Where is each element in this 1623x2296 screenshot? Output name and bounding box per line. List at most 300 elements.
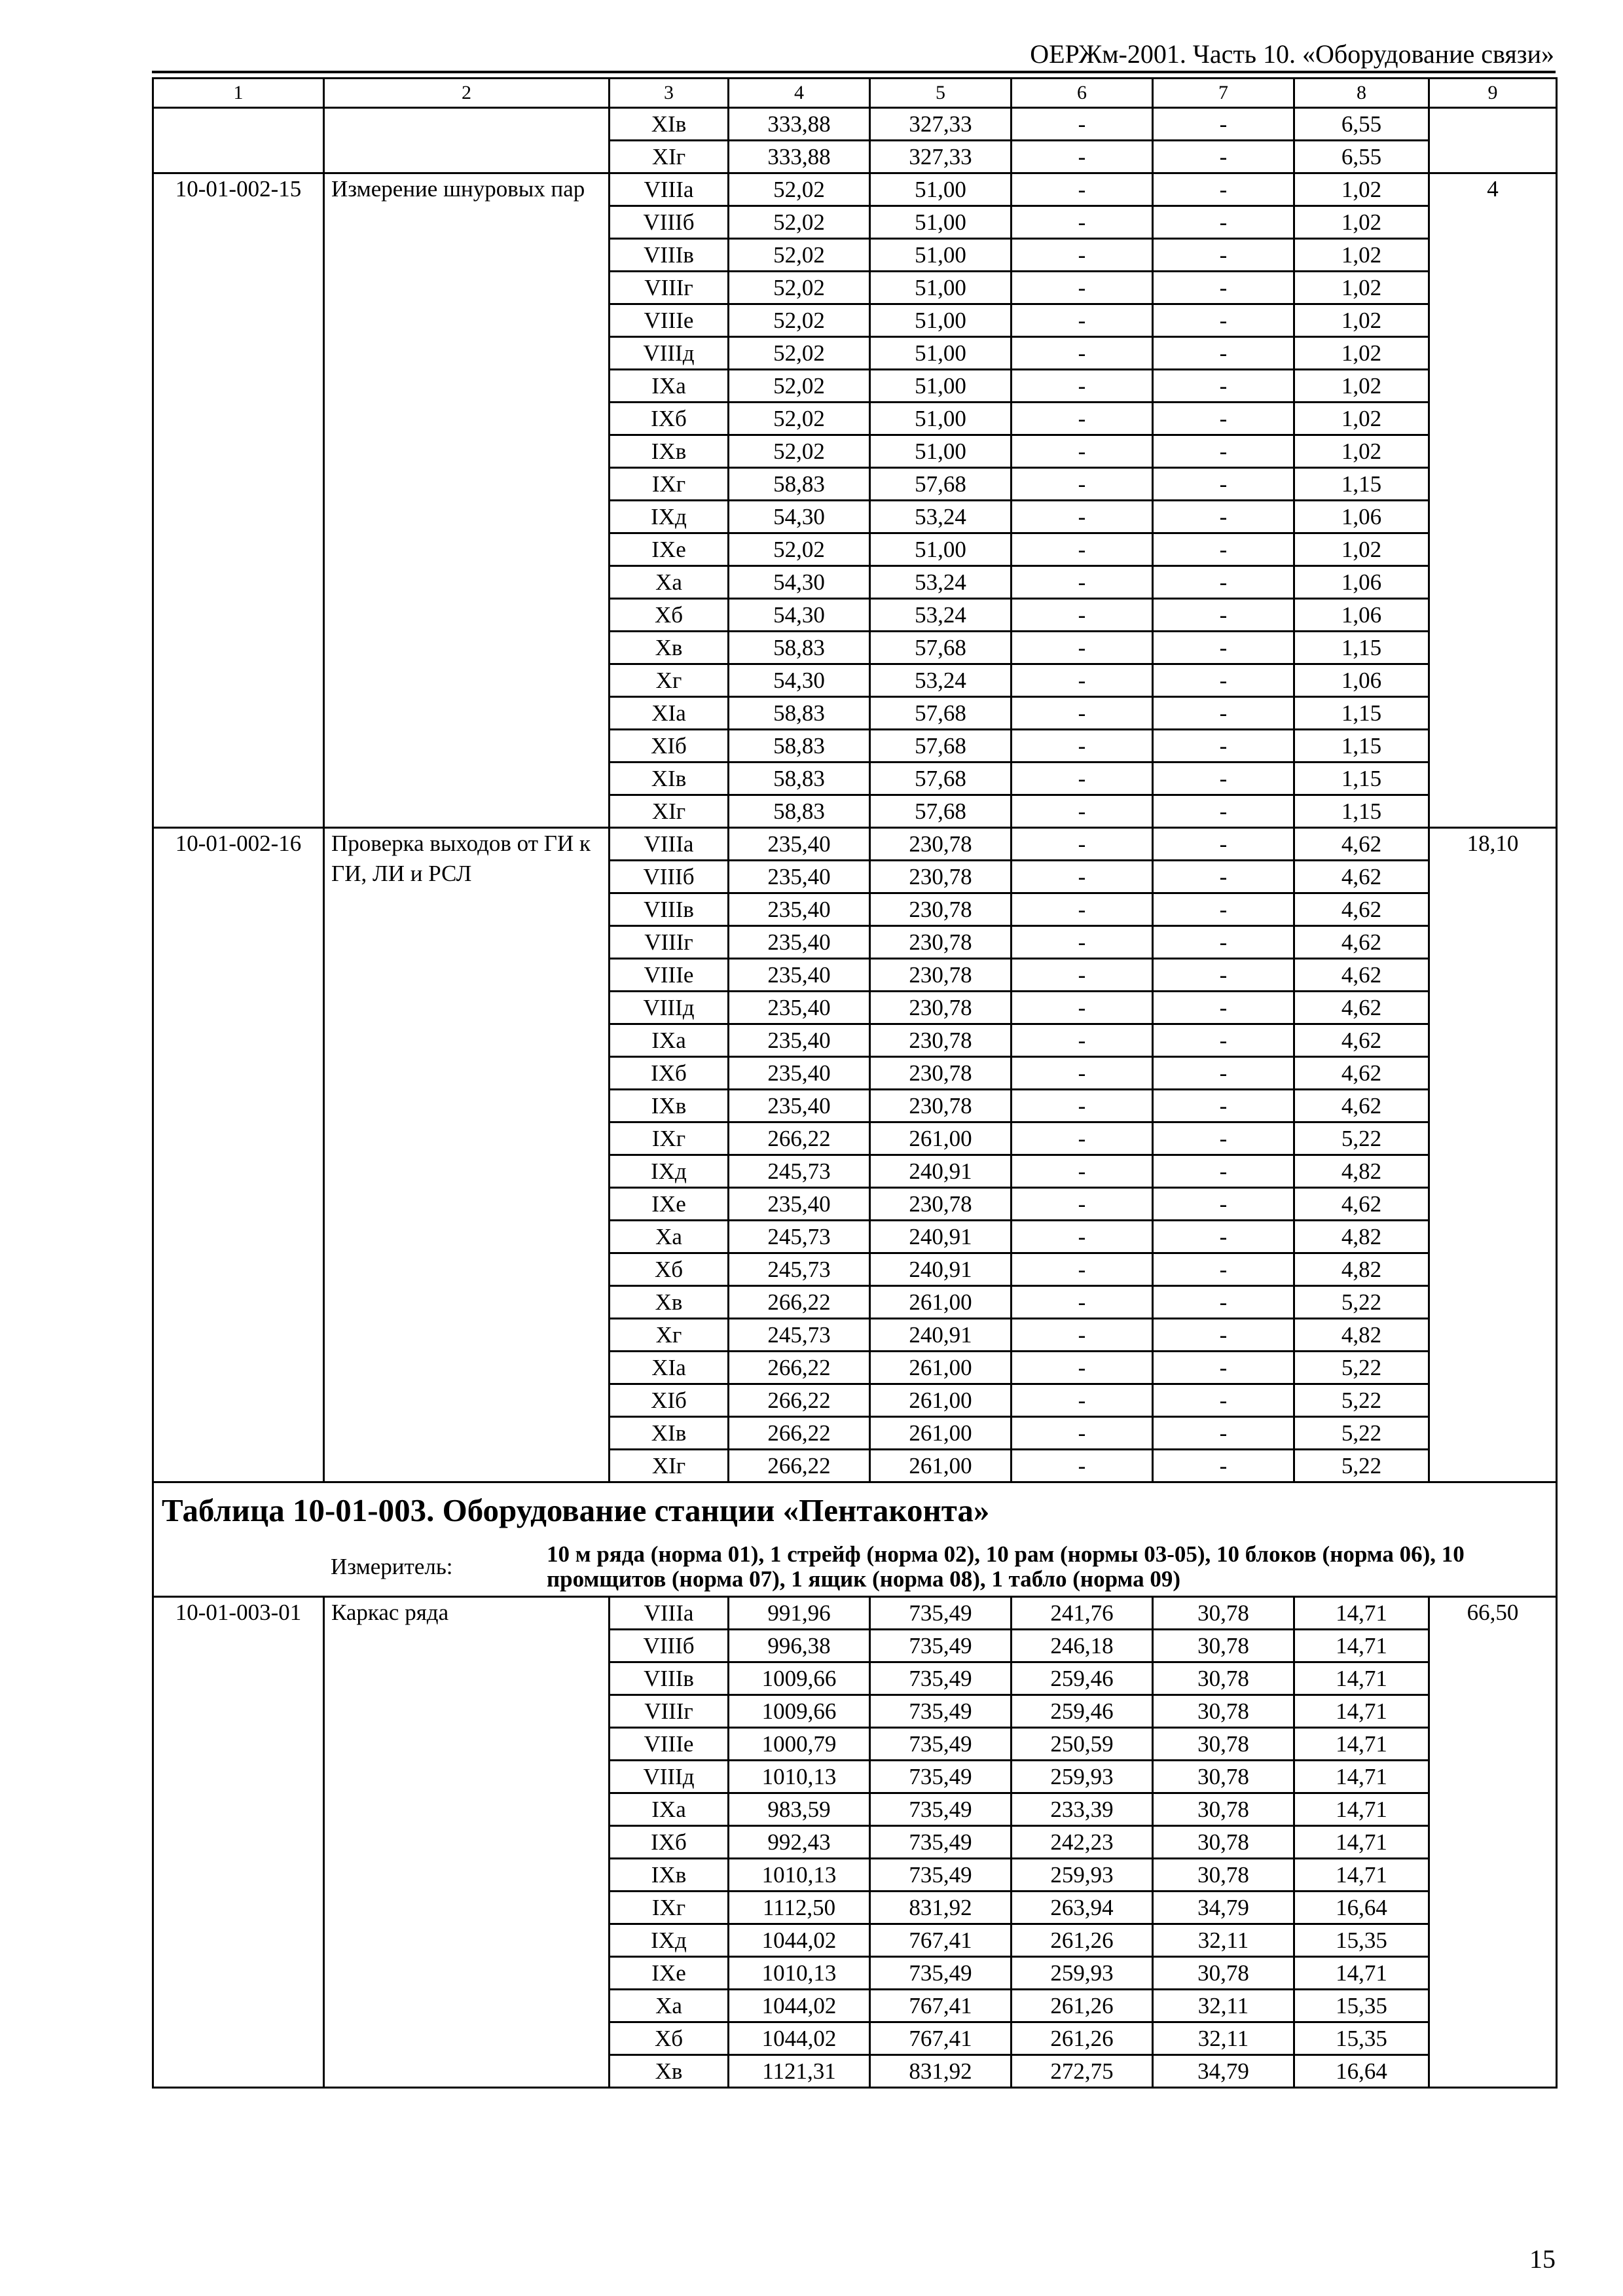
value-cell: - [1012, 566, 1153, 599]
labor-cost-cell: 66,50 [1429, 1597, 1557, 2088]
value-cell: - [1153, 697, 1294, 730]
value-cell: 259,46 [1012, 1695, 1153, 1728]
value-cell: 54,30 [729, 664, 870, 697]
zone-cell: IXг [610, 1892, 729, 1924]
value-cell: - [1153, 959, 1294, 992]
value-cell: 1,02 [1294, 239, 1429, 272]
value-cell: 30,78 [1153, 1826, 1294, 1859]
value-cell: 245,73 [729, 1221, 870, 1253]
value-cell: - [1153, 141, 1294, 173]
value-cell: 5,22 [1294, 1384, 1429, 1417]
value-cell: 58,83 [729, 468, 870, 501]
value-cell: - [1012, 697, 1153, 730]
value-cell: - [1153, 206, 1294, 239]
value-cell: 230,78 [870, 1057, 1012, 1090]
zone-cell: VIIIв [610, 1662, 729, 1695]
col-number-cell: 9 [1429, 79, 1557, 108]
value-cell: 1,15 [1294, 762, 1429, 795]
value-cell: 230,78 [870, 1024, 1012, 1057]
value-cell: - [1012, 861, 1153, 893]
value-cell: 230,78 [870, 1188, 1012, 1221]
table-row [153, 173, 1557, 206]
value-cell: 34,79 [1153, 1892, 1294, 1924]
zone-cell: IXд [610, 1924, 729, 1957]
zone-cell: IXв [610, 1859, 729, 1892]
value-cell: 831,92 [870, 1892, 1012, 1924]
value-cell: 53,24 [870, 566, 1012, 599]
value-cell: 240,91 [870, 1253, 1012, 1286]
value-cell: 57,68 [870, 762, 1012, 795]
value-cell: - [1153, 272, 1294, 304]
col-number-cell: 5 [870, 79, 1012, 108]
value-cell: - [1012, 337, 1153, 370]
value-cell: 52,02 [729, 239, 870, 272]
value-cell: 235,40 [729, 1024, 870, 1057]
value-cell: 57,68 [870, 730, 1012, 762]
value-cell: 1044,02 [729, 1924, 870, 1957]
value-cell: 767,41 [870, 1924, 1012, 1957]
value-cell: 1010,13 [729, 1859, 870, 1892]
value-cell: 230,78 [870, 1090, 1012, 1122]
value-cell: 240,91 [870, 1319, 1012, 1352]
value-cell: 5,22 [1294, 1450, 1429, 1482]
unit-label: Измеритель: [331, 1554, 453, 1579]
unit-cell [153, 1538, 1557, 1597]
value-cell: 51,00 [870, 239, 1012, 272]
value-cell: 261,00 [870, 1384, 1012, 1417]
value-cell: 4,62 [1294, 992, 1429, 1024]
value-cell: 327,33 [870, 108, 1012, 141]
value-cell: 6,55 [1294, 108, 1429, 141]
col-number-cell: 8 [1294, 79, 1429, 108]
value-cell: - [1153, 1319, 1294, 1352]
zone-cell: Xб [610, 599, 729, 632]
value-cell: 30,78 [1153, 1597, 1294, 1630]
value-cell: 1,02 [1294, 337, 1429, 370]
value-cell: 58,83 [729, 697, 870, 730]
labor-cost-cell: 4 [1429, 173, 1557, 828]
value-cell: 767,41 [870, 2022, 1012, 2055]
value-cell: - [1012, 992, 1153, 1024]
value-cell: 57,68 [870, 697, 1012, 730]
zone-cell: Xа [610, 1221, 729, 1253]
value-cell: 233,39 [1012, 1793, 1153, 1826]
zone-cell: VIIIе [610, 959, 729, 992]
value-cell: 16,64 [1294, 1892, 1429, 1924]
value-cell: 735,49 [870, 1793, 1012, 1826]
value-cell: 30,78 [1153, 1793, 1294, 1826]
zone-cell: VIIIа [610, 1597, 729, 1630]
rate-name: Измерение шнуровых пар [324, 173, 610, 828]
value-cell: 246,18 [1012, 1630, 1153, 1662]
table-section-heading [153, 1482, 1557, 1597]
value-cell: 51,00 [870, 403, 1012, 435]
value-cell: - [1012, 1384, 1153, 1417]
zone-cell: XIв [610, 1417, 729, 1450]
value-cell: 14,71 [1294, 1761, 1429, 1793]
value-cell: - [1012, 632, 1153, 664]
value-cell: 52,02 [729, 370, 870, 403]
value-cell: 4,62 [1294, 1024, 1429, 1057]
value-cell: 735,49 [870, 1728, 1012, 1761]
zone-cell: IXд [610, 1155, 729, 1188]
value-cell: - [1153, 1188, 1294, 1221]
value-cell: 1,15 [1294, 468, 1429, 501]
value-cell: - [1153, 370, 1294, 403]
value-cell: 58,83 [729, 730, 870, 762]
value-cell: - [1012, 1188, 1153, 1221]
value-cell: 259,46 [1012, 1662, 1153, 1695]
zone-cell: XIв [610, 108, 729, 141]
value-cell: 235,40 [729, 893, 870, 926]
value-cell: 16,64 [1294, 2055, 1429, 2088]
value-cell: - [1153, 762, 1294, 795]
value-cell: 1000,79 [729, 1728, 870, 1761]
running-header: ОЕРЖм-2001. Часть 10. «Оборудование связи» [1030, 39, 1554, 69]
value-cell: 1,02 [1294, 435, 1429, 468]
value-cell: 51,00 [870, 370, 1012, 403]
zone-cell: IXг [610, 1122, 729, 1155]
column-number-row [153, 79, 1557, 108]
value-cell: 1,15 [1294, 730, 1429, 762]
table-title-row [153, 1482, 1557, 1539]
value-cell: 261,00 [870, 1352, 1012, 1384]
value-cell: 735,49 [870, 1597, 1012, 1630]
rate-code: 10-01-003-01 [153, 1597, 324, 2088]
value-cell: 992,43 [729, 1826, 870, 1859]
zone-cell: VIIIе [610, 304, 729, 337]
value-cell: 30,78 [1153, 1761, 1294, 1793]
value-cell: 261,00 [870, 1286, 1012, 1319]
value-cell: 735,49 [870, 1630, 1012, 1662]
value-cell: 735,49 [870, 1662, 1012, 1695]
value-cell: 34,79 [1153, 2055, 1294, 2088]
zone-cell: XIв [610, 762, 729, 795]
col-number-cell: 4 [729, 79, 870, 108]
value-cell: - [1153, 1417, 1294, 1450]
value-cell: - [1012, 1253, 1153, 1286]
value-cell: 5,22 [1294, 1122, 1429, 1155]
zone-cell: VIIIб [610, 861, 729, 893]
table-title: Таблица 10-01-003. Оборудование станции «Пентаконта» [153, 1482, 1557, 1539]
value-cell: 14,71 [1294, 1662, 1429, 1695]
value-cell: 261,00 [870, 1417, 1012, 1450]
zone-cell: VIIIб [610, 1630, 729, 1662]
value-cell: 983,59 [729, 1793, 870, 1826]
value-cell: 4,62 [1294, 926, 1429, 959]
value-cell: 51,00 [870, 435, 1012, 468]
value-cell: - [1012, 403, 1153, 435]
value-cell: - [1012, 795, 1153, 828]
value-cell: 266,22 [729, 1352, 870, 1384]
value-cell: - [1153, 828, 1294, 861]
zone-cell: XIа [610, 697, 729, 730]
value-cell: 735,49 [870, 1695, 1012, 1728]
table-row [153, 828, 1557, 861]
col-number-cell: 2 [324, 79, 610, 108]
value-cell: 1,06 [1294, 664, 1429, 697]
unit-row [153, 1538, 1557, 1597]
value-cell: - [1012, 730, 1153, 762]
value-cell: 991,96 [729, 1597, 870, 1630]
value-cell: 4,62 [1294, 1090, 1429, 1122]
value-cell: - [1012, 501, 1153, 533]
value-cell: - [1153, 992, 1294, 1024]
value-cell: - [1153, 468, 1294, 501]
value-cell: - [1012, 108, 1153, 141]
value-cell: - [1012, 206, 1153, 239]
col-number-cell: 6 [1012, 79, 1153, 108]
value-cell: 1,02 [1294, 173, 1429, 206]
value-cell: - [1012, 828, 1153, 861]
value-cell: 230,78 [870, 893, 1012, 926]
value-cell: 30,78 [1153, 1859, 1294, 1892]
value-cell: 15,35 [1294, 1924, 1429, 1957]
zone-cell: IXд [610, 501, 729, 533]
value-cell: 1044,02 [729, 2022, 870, 2055]
value-cell: 235,40 [729, 959, 870, 992]
value-cell: 1,02 [1294, 533, 1429, 566]
value-cell: - [1012, 1155, 1153, 1188]
value-cell: - [1153, 1221, 1294, 1253]
value-cell: 327,33 [870, 141, 1012, 173]
value-cell: 14,71 [1294, 1728, 1429, 1761]
zone-cell: Xг [610, 664, 729, 697]
value-cell: 240,91 [870, 1155, 1012, 1188]
zone-cell: VIIIд [610, 337, 729, 370]
value-cell: 261,26 [1012, 1990, 1153, 2022]
value-cell: - [1012, 762, 1153, 795]
rate-code: 10-01-002-15 [153, 173, 324, 828]
value-cell: 230,78 [870, 926, 1012, 959]
value-cell: - [1153, 893, 1294, 926]
zone-cell: VIIIе [610, 1728, 729, 1761]
value-cell: - [1153, 1286, 1294, 1319]
value-cell: - [1153, 664, 1294, 697]
value-cell: - [1012, 533, 1153, 566]
value-cell: 6,55 [1294, 141, 1429, 173]
value-cell: 235,40 [729, 828, 870, 861]
zone-cell: XIб [610, 730, 729, 762]
zone-cell: XIг [610, 795, 729, 828]
zone-cell: VIIIг [610, 926, 729, 959]
value-cell: - [1153, 926, 1294, 959]
value-cell: 235,40 [729, 1090, 870, 1122]
value-cell: 261,26 [1012, 2022, 1153, 2055]
value-cell: - [1153, 108, 1294, 141]
zone-cell: Xв [610, 632, 729, 664]
col-number-cell: 3 [610, 79, 729, 108]
value-cell: 51,00 [870, 304, 1012, 337]
value-cell: - [1012, 1319, 1153, 1352]
value-cell: 1,02 [1294, 272, 1429, 304]
value-cell: 266,22 [729, 1450, 870, 1482]
value-cell: 1,02 [1294, 403, 1429, 435]
value-cell: - [1153, 1384, 1294, 1417]
value-cell: 51,00 [870, 173, 1012, 206]
value-cell: 259,93 [1012, 1859, 1153, 1892]
value-cell: 4,62 [1294, 959, 1429, 992]
value-cell: 245,73 [729, 1319, 870, 1352]
col-number-cell: 1 [153, 79, 324, 108]
value-cell: - [1012, 272, 1153, 304]
value-cell: 30,78 [1153, 1630, 1294, 1662]
value-cell: - [1012, 468, 1153, 501]
value-cell: 14,71 [1294, 1793, 1429, 1826]
value-cell: 735,49 [870, 1826, 1012, 1859]
value-cell: 1121,31 [729, 2055, 870, 2088]
value-cell: 266,22 [729, 1417, 870, 1450]
zone-cell: VIIIа [610, 828, 729, 861]
value-cell: 1112,50 [729, 1892, 870, 1924]
value-cell: 266,22 [729, 1384, 870, 1417]
value-cell: 266,22 [729, 1122, 870, 1155]
value-cell: 15,35 [1294, 2022, 1429, 2055]
value-cell: 14,71 [1294, 1859, 1429, 1892]
value-cell: 241,76 [1012, 1597, 1153, 1630]
zone-cell: IXг [610, 468, 729, 501]
rate-name: Проверка выходов от ГИ к ГИ, ЛИ и РСЛ [324, 828, 610, 1482]
value-cell: 4,62 [1294, 861, 1429, 893]
value-cell: 54,30 [729, 599, 870, 632]
value-cell: 250,59 [1012, 1728, 1153, 1761]
zone-cell: IXа [610, 1024, 729, 1057]
value-cell: 32,11 [1153, 2022, 1294, 2055]
value-cell: 735,49 [870, 1761, 1012, 1793]
value-cell: 58,83 [729, 795, 870, 828]
value-cell: 53,24 [870, 501, 1012, 533]
value-cell: 52,02 [729, 272, 870, 304]
value-cell: 57,68 [870, 795, 1012, 828]
value-cell: 53,24 [870, 664, 1012, 697]
value-cell: 14,71 [1294, 1957, 1429, 1990]
zone-cell: XIг [610, 1450, 729, 1482]
page-number: 15 [1529, 2244, 1556, 2274]
value-cell: - [1012, 370, 1153, 403]
value-cell: - [1153, 632, 1294, 664]
value-cell: - [1153, 730, 1294, 762]
value-cell: - [1012, 1450, 1153, 1482]
value-cell: 263,94 [1012, 1892, 1153, 1924]
value-cell: - [1153, 1057, 1294, 1090]
zone-cell: XIб [610, 1384, 729, 1417]
value-cell: 230,78 [870, 992, 1012, 1024]
value-cell: - [1153, 337, 1294, 370]
value-cell: 15,35 [1294, 1990, 1429, 2022]
value-cell: - [1012, 1090, 1153, 1122]
value-cell: 32,11 [1153, 1924, 1294, 1957]
zone-cell: VIIIв [610, 239, 729, 272]
value-cell: 1010,13 [729, 1957, 870, 1990]
value-cell: 235,40 [729, 926, 870, 959]
value-cell: 14,71 [1294, 1630, 1429, 1662]
value-cell: - [1012, 239, 1153, 272]
value-cell: 5,22 [1294, 1352, 1429, 1384]
value-cell: 52,02 [729, 435, 870, 468]
zone-cell: VIIIв [610, 893, 729, 926]
value-cell: 235,40 [729, 1057, 870, 1090]
value-cell: - [1153, 403, 1294, 435]
value-cell: 1009,66 [729, 1695, 870, 1728]
value-cell: - [1012, 173, 1153, 206]
zone-cell: XIг [610, 141, 729, 173]
value-cell: 51,00 [870, 206, 1012, 239]
value-cell: - [1153, 1450, 1294, 1482]
zone-cell: IXв [610, 435, 729, 468]
value-cell: 266,22 [729, 1286, 870, 1319]
zone-cell: VIIIд [610, 992, 729, 1024]
value-cell: 58,83 [729, 762, 870, 795]
zone-cell: Xв [610, 2055, 729, 2088]
zone-cell: IXе [610, 533, 729, 566]
rate-code: 10-01-002-16 [153, 828, 324, 1482]
value-cell: 14,71 [1294, 1597, 1429, 1630]
value-cell: 30,78 [1153, 1695, 1294, 1728]
rate-name: Каркас ряда [324, 1597, 610, 2088]
value-cell: - [1153, 599, 1294, 632]
table-row [153, 1597, 1557, 1630]
value-cell: - [1153, 239, 1294, 272]
value-cell: - [1012, 959, 1153, 992]
value-cell: - [1012, 1286, 1153, 1319]
rates-table [152, 77, 1558, 2089]
value-cell: 51,00 [870, 533, 1012, 566]
value-cell: 57,68 [870, 468, 1012, 501]
value-cell: 261,00 [870, 1122, 1012, 1155]
labor-cost-cell [1429, 108, 1557, 173]
zone-cell: VIIIб [610, 206, 729, 239]
value-cell: 54,30 [729, 501, 870, 533]
zone-cell: IXе [610, 1188, 729, 1221]
value-cell: 4,62 [1294, 893, 1429, 926]
value-cell: 32,11 [1153, 1990, 1294, 2022]
value-cell: - [1153, 795, 1294, 828]
zone-cell: Xа [610, 566, 729, 599]
value-cell: - [1012, 435, 1153, 468]
value-cell: - [1012, 1352, 1153, 1384]
value-cell: - [1012, 1057, 1153, 1090]
value-cell: 261,00 [870, 1450, 1012, 1482]
value-cell: 52,02 [729, 304, 870, 337]
value-cell: 52,02 [729, 533, 870, 566]
value-cell: - [1153, 1253, 1294, 1286]
value-cell: - [1012, 893, 1153, 926]
value-cell: 242,23 [1012, 1826, 1153, 1859]
value-cell: 261,26 [1012, 1924, 1153, 1957]
value-cell: 767,41 [870, 1990, 1012, 2022]
zone-cell: IXе [610, 1957, 729, 1990]
value-cell: 51,00 [870, 337, 1012, 370]
value-cell: 1,15 [1294, 795, 1429, 828]
table-row [153, 108, 1557, 141]
value-cell: 1009,66 [729, 1662, 870, 1695]
col-number-cell: 7 [1153, 79, 1294, 108]
value-cell: 259,93 [1012, 1957, 1153, 1990]
table-body-upper [153, 79, 1557, 1482]
value-cell: - [1012, 141, 1153, 173]
value-cell: 4,82 [1294, 1221, 1429, 1253]
value-cell: - [1012, 926, 1153, 959]
value-cell: - [1012, 599, 1153, 632]
table-body-lower [153, 1597, 1557, 2088]
value-cell: - [1153, 1122, 1294, 1155]
value-cell: 333,88 [729, 141, 870, 173]
value-cell: - [1153, 435, 1294, 468]
zone-cell: IXб [610, 1826, 729, 1859]
zone-cell: Xа [610, 1990, 729, 2022]
value-cell: - [1153, 173, 1294, 206]
value-cell: 259,93 [1012, 1761, 1153, 1793]
